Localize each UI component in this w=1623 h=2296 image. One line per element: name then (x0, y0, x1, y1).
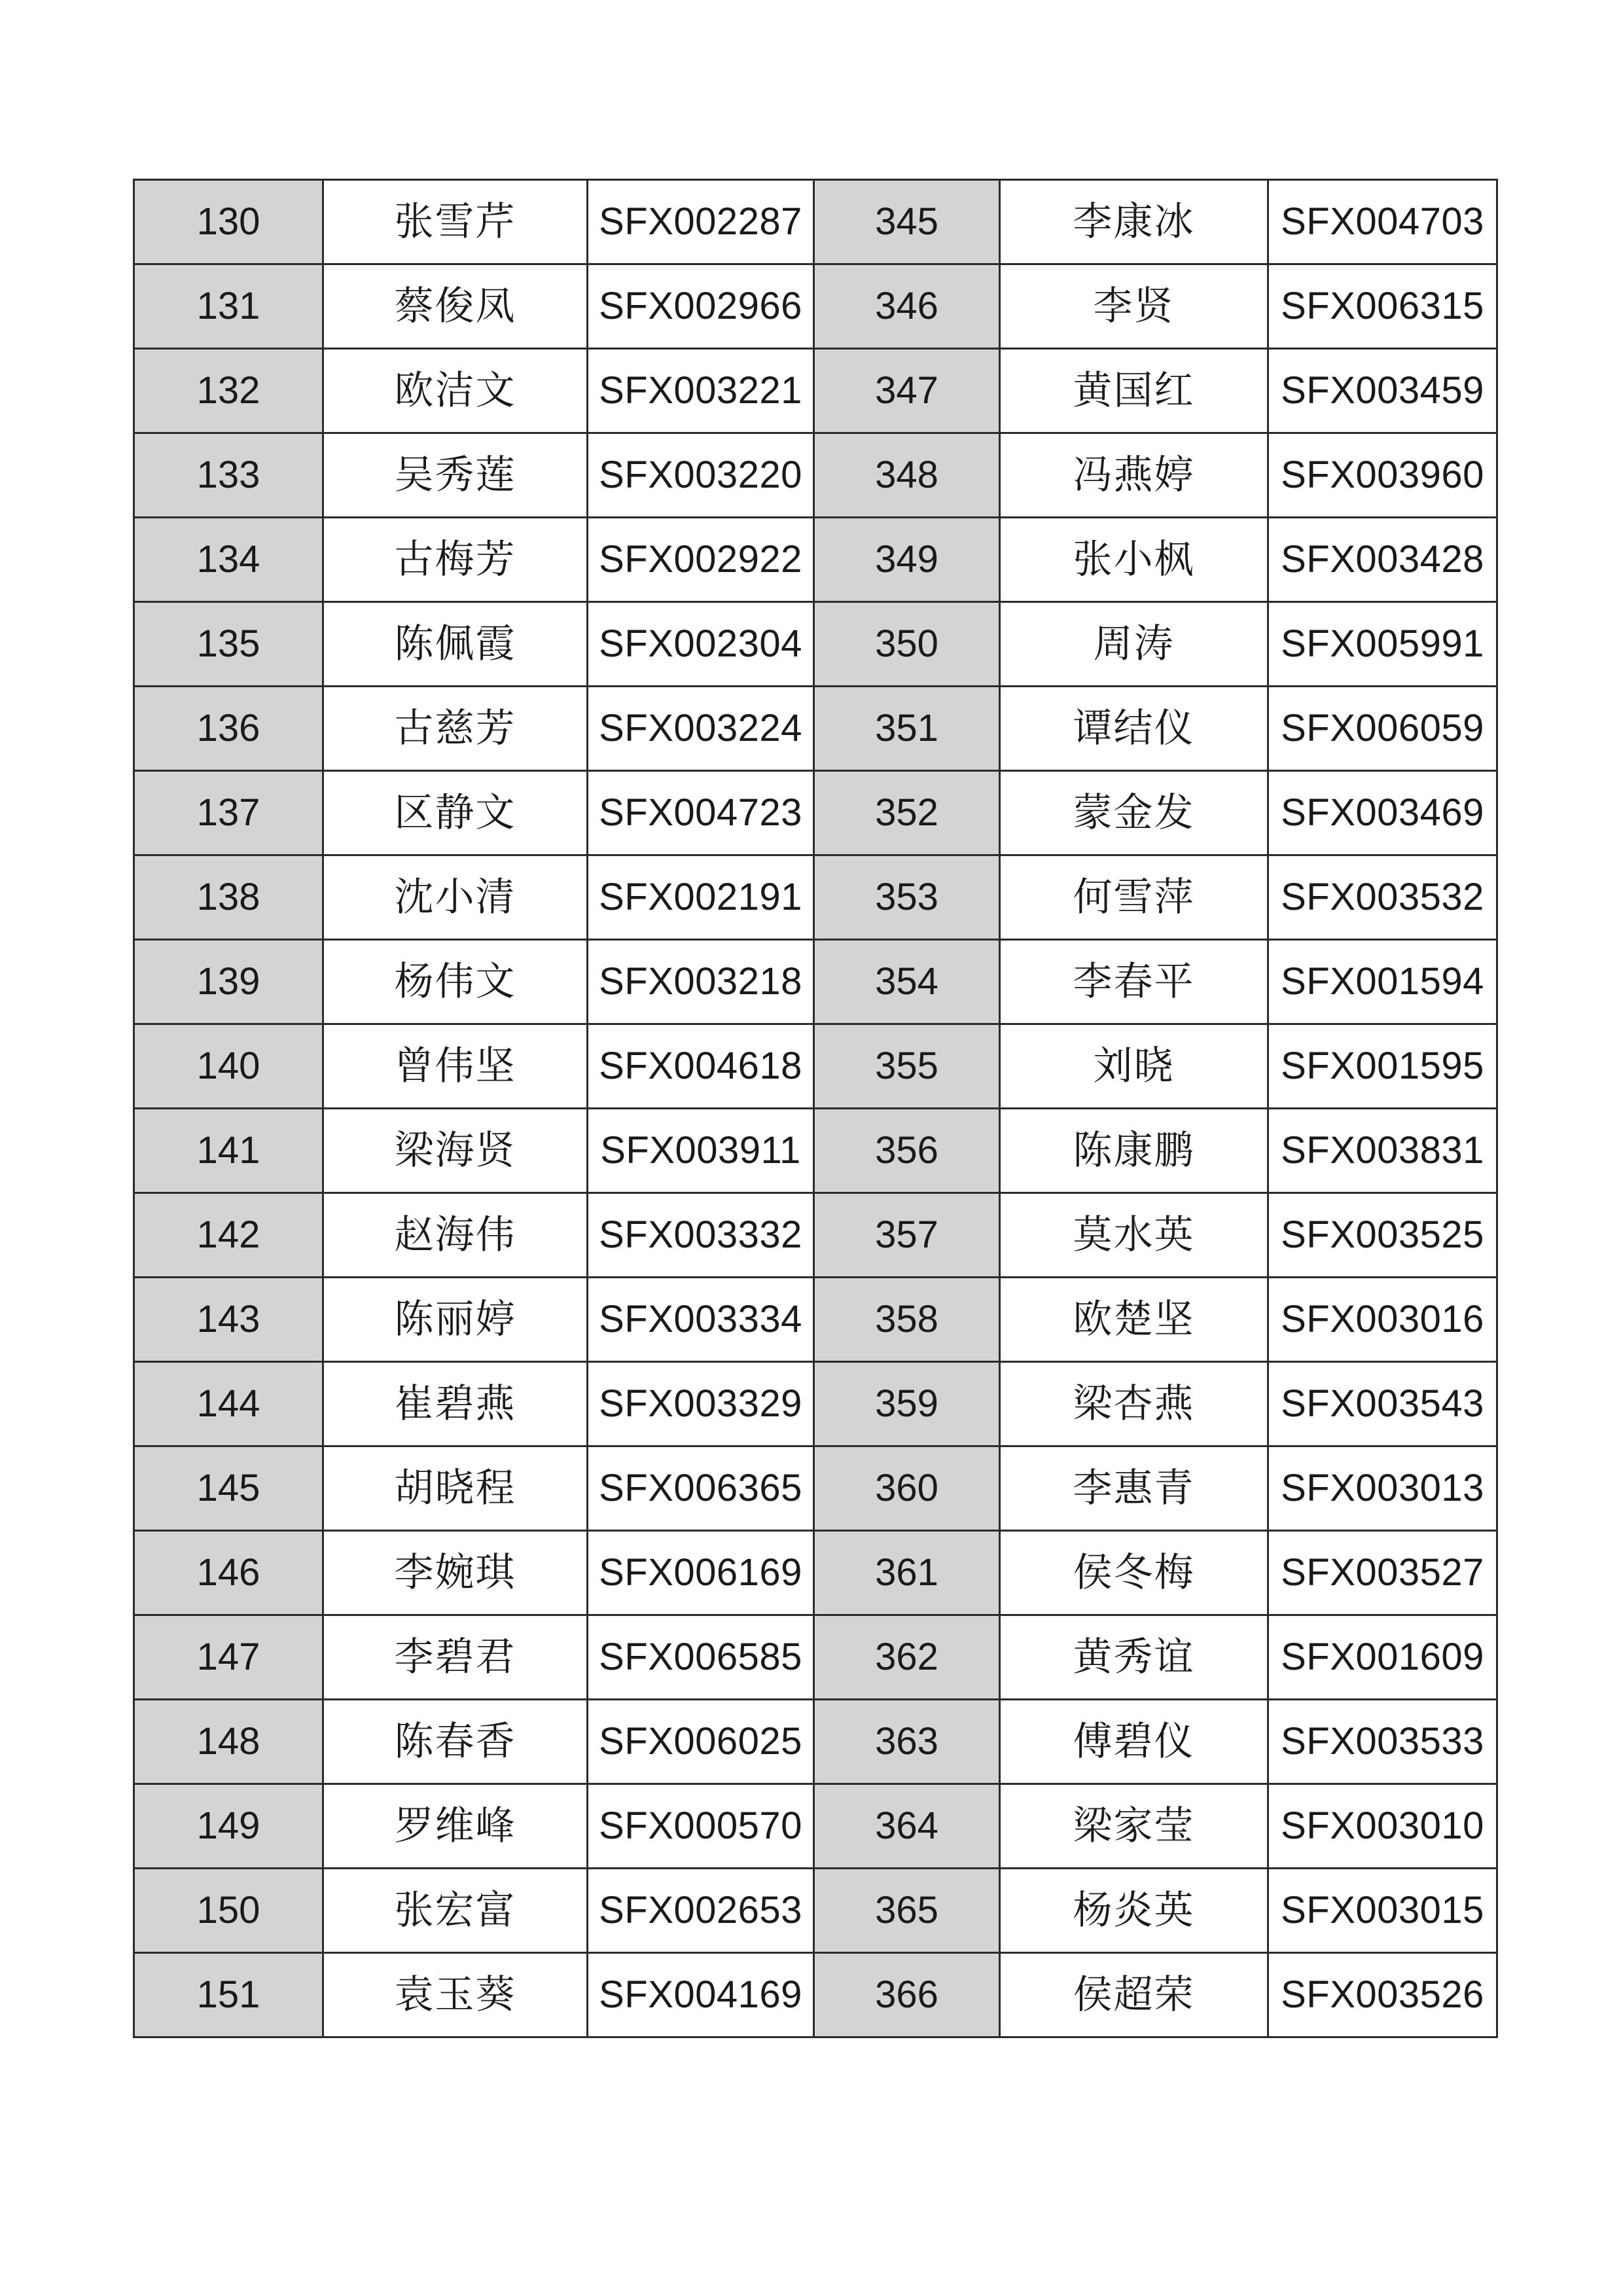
left-name-cell: 罗维峰 (323, 1784, 588, 1869)
left-number-cell: 144 (134, 1362, 323, 1446)
right-name-cell: 周涛 (1000, 602, 1268, 687)
left-id-cell: SFX006365 (588, 1446, 814, 1531)
table-row (134, 180, 1497, 264)
left-name-cell: 杨伟文 (323, 940, 588, 1024)
right-id-cell: SFX006315 (1268, 264, 1497, 349)
left-number-cell: 132 (134, 349, 323, 433)
right-id-cell: SFX003533 (1268, 1700, 1497, 1784)
left-number-cell: 135 (134, 602, 323, 687)
left-id-cell: SFX006169 (588, 1531, 814, 1615)
table-row (134, 1362, 1497, 1446)
left-name-cell: 区静文 (323, 771, 588, 855)
right-number-cell: 359 (814, 1362, 1000, 1446)
table-row (134, 349, 1497, 433)
right-name-cell: 侯冬梅 (1000, 1531, 1268, 1615)
left-id-cell: SFX006585 (588, 1615, 814, 1700)
left-number-cell: 134 (134, 518, 323, 602)
right-number-cell: 362 (814, 1615, 1000, 1700)
left-id-cell: SFX002922 (588, 518, 814, 602)
left-name-cell: 张雪芹 (323, 180, 588, 264)
left-id-cell: SFX000570 (588, 1784, 814, 1869)
right-id-cell: SFX003428 (1268, 518, 1497, 602)
table-row (134, 602, 1497, 687)
right-id-cell: SFX003527 (1268, 1531, 1497, 1615)
left-name-cell: 张宏富 (323, 1869, 588, 1953)
left-number-cell: 142 (134, 1193, 323, 1278)
left-number-cell: 147 (134, 1615, 323, 1700)
right-name-cell: 冯燕婷 (1000, 433, 1268, 518)
left-id-cell: SFX002304 (588, 602, 814, 687)
right-number-cell: 361 (814, 1531, 1000, 1615)
right-number-cell: 351 (814, 687, 1000, 771)
roster-table (133, 179, 1498, 2038)
right-name-cell: 谭结仪 (1000, 687, 1268, 771)
right-id-cell: SFX003459 (1268, 349, 1497, 433)
table-row (134, 1615, 1497, 1700)
right-id-cell: SFX003960 (1268, 433, 1497, 518)
right-name-cell: 李春平 (1000, 940, 1268, 1024)
left-name-cell: 欧洁文 (323, 349, 588, 433)
left-id-cell: SFX003334 (588, 1278, 814, 1362)
right-number-cell: 347 (814, 349, 1000, 433)
right-id-cell: SFX003532 (1268, 855, 1497, 940)
left-id-cell: SFX004169 (588, 1953, 814, 2037)
right-name-cell: 梁家莹 (1000, 1784, 1268, 1869)
right-name-cell: 欧楚坚 (1000, 1278, 1268, 1362)
left-name-cell: 胡晓程 (323, 1446, 588, 1531)
left-name-cell: 袁玉葵 (323, 1953, 588, 2037)
left-number-cell: 141 (134, 1109, 323, 1193)
table-row (134, 1109, 1497, 1193)
left-id-cell: SFX003220 (588, 433, 814, 518)
left-number-cell: 148 (134, 1700, 323, 1784)
right-name-cell: 李康冰 (1000, 180, 1268, 264)
left-number-cell: 131 (134, 264, 323, 349)
table-row (134, 433, 1497, 518)
left-number-cell: 133 (134, 433, 323, 518)
left-id-cell: SFX002966 (588, 264, 814, 349)
right-number-cell: 358 (814, 1278, 1000, 1362)
left-id-cell: SFX003224 (588, 687, 814, 771)
left-number-cell: 136 (134, 687, 323, 771)
left-id-cell: SFX003218 (588, 940, 814, 1024)
right-id-cell: SFX003525 (1268, 1193, 1497, 1278)
table-row (134, 1446, 1497, 1531)
right-name-cell: 陈康鹏 (1000, 1109, 1268, 1193)
left-name-cell: 李碧君 (323, 1615, 588, 1700)
left-name-cell: 崔碧燕 (323, 1362, 588, 1446)
left-name-cell: 陈佩霞 (323, 602, 588, 687)
right-number-cell: 365 (814, 1869, 1000, 1953)
right-id-cell: SFX004703 (1268, 180, 1497, 264)
left-id-cell: SFX004723 (588, 771, 814, 855)
table-row (134, 1784, 1497, 1869)
right-name-cell: 黄国红 (1000, 349, 1268, 433)
left-id-cell: SFX003329 (588, 1362, 814, 1446)
right-name-cell: 刘晓 (1000, 1024, 1268, 1109)
right-id-cell: SFX001609 (1268, 1615, 1497, 1700)
left-number-cell: 146 (134, 1531, 323, 1615)
left-id-cell: SFX002653 (588, 1869, 814, 1953)
left-name-cell: 蔡俊凤 (323, 264, 588, 349)
roster-body (134, 180, 1497, 2037)
table-row (134, 1278, 1497, 1362)
table-row (134, 855, 1497, 940)
left-number-cell: 130 (134, 180, 323, 264)
table-row (134, 264, 1497, 349)
table-row (134, 687, 1497, 771)
right-number-cell: 364 (814, 1784, 1000, 1869)
right-number-cell: 345 (814, 180, 1000, 264)
right-id-cell: SFX003010 (1268, 1784, 1497, 1869)
left-id-cell: SFX003911 (588, 1109, 814, 1193)
right-number-cell: 360 (814, 1446, 1000, 1531)
right-id-cell: SFX003543 (1268, 1362, 1497, 1446)
left-name-cell: 古慈芳 (323, 687, 588, 771)
right-number-cell: 356 (814, 1109, 1000, 1193)
right-name-cell: 李惠青 (1000, 1446, 1268, 1531)
right-id-cell: SFX003831 (1268, 1109, 1497, 1193)
right-number-cell: 357 (814, 1193, 1000, 1278)
right-name-cell: 李贤 (1000, 264, 1268, 349)
right-id-cell: SFX005991 (1268, 602, 1497, 687)
left-id-cell: SFX002191 (588, 855, 814, 940)
right-number-cell: 346 (814, 264, 1000, 349)
right-name-cell: 傅碧仪 (1000, 1700, 1268, 1784)
left-number-cell: 139 (134, 940, 323, 1024)
left-number-cell: 150 (134, 1869, 323, 1953)
right-number-cell: 350 (814, 602, 1000, 687)
right-name-cell: 莫水英 (1000, 1193, 1268, 1278)
left-number-cell: 140 (134, 1024, 323, 1109)
table-row (134, 771, 1497, 855)
right-number-cell: 349 (814, 518, 1000, 602)
right-number-cell: 348 (814, 433, 1000, 518)
table-row (134, 1531, 1497, 1615)
right-name-cell: 杨炎英 (1000, 1869, 1268, 1953)
right-id-cell: SFX003526 (1268, 1953, 1497, 2037)
left-number-cell: 143 (134, 1278, 323, 1362)
left-name-cell: 陈丽婷 (323, 1278, 588, 1362)
right-name-cell: 梁杏燕 (1000, 1362, 1268, 1446)
right-number-cell: 353 (814, 855, 1000, 940)
table-row (134, 1193, 1497, 1278)
left-number-cell: 137 (134, 771, 323, 855)
right-number-cell: 354 (814, 940, 1000, 1024)
right-id-cell: SFX003013 (1268, 1446, 1497, 1531)
right-number-cell: 366 (814, 1953, 1000, 2037)
left-name-cell: 吴秀莲 (323, 433, 588, 518)
right-number-cell: 355 (814, 1024, 1000, 1109)
left-id-cell: SFX002287 (588, 180, 814, 264)
left-number-cell: 138 (134, 855, 323, 940)
right-name-cell: 张小枫 (1000, 518, 1268, 602)
left-number-cell: 151 (134, 1953, 323, 2037)
left-id-cell: SFX003221 (588, 349, 814, 433)
table-row (134, 940, 1497, 1024)
right-name-cell: 黄秀谊 (1000, 1615, 1268, 1700)
left-name-cell: 梁海贤 (323, 1109, 588, 1193)
table-row (134, 1024, 1497, 1109)
left-name-cell: 李婉琪 (323, 1531, 588, 1615)
right-id-cell: SFX001594 (1268, 940, 1497, 1024)
left-name-cell: 赵海伟 (323, 1193, 588, 1278)
left-name-cell: 古梅芳 (323, 518, 588, 602)
left-name-cell: 沈小清 (323, 855, 588, 940)
left-id-cell: SFX003332 (588, 1193, 814, 1278)
right-number-cell: 352 (814, 771, 1000, 855)
right-id-cell: SFX006059 (1268, 687, 1497, 771)
left-id-cell: SFX006025 (588, 1700, 814, 1784)
left-name-cell: 陈春香 (323, 1700, 588, 1784)
table-row (134, 518, 1497, 602)
table-row (134, 1700, 1497, 1784)
right-name-cell: 何雪萍 (1000, 855, 1268, 940)
left-number-cell: 145 (134, 1446, 323, 1531)
table-row (134, 1869, 1497, 1953)
left-name-cell: 曾伟坚 (323, 1024, 588, 1109)
right-number-cell: 363 (814, 1700, 1000, 1784)
right-id-cell: SFX003015 (1268, 1869, 1497, 1953)
right-name-cell: 蒙金发 (1000, 771, 1268, 855)
left-id-cell: SFX004618 (588, 1024, 814, 1109)
right-id-cell: SFX001595 (1268, 1024, 1497, 1109)
right-id-cell: SFX003016 (1268, 1278, 1497, 1362)
table-row (134, 1953, 1497, 2037)
right-name-cell: 侯超荣 (1000, 1953, 1268, 2037)
right-id-cell: SFX003469 (1268, 771, 1497, 855)
left-number-cell: 149 (134, 1784, 323, 1869)
